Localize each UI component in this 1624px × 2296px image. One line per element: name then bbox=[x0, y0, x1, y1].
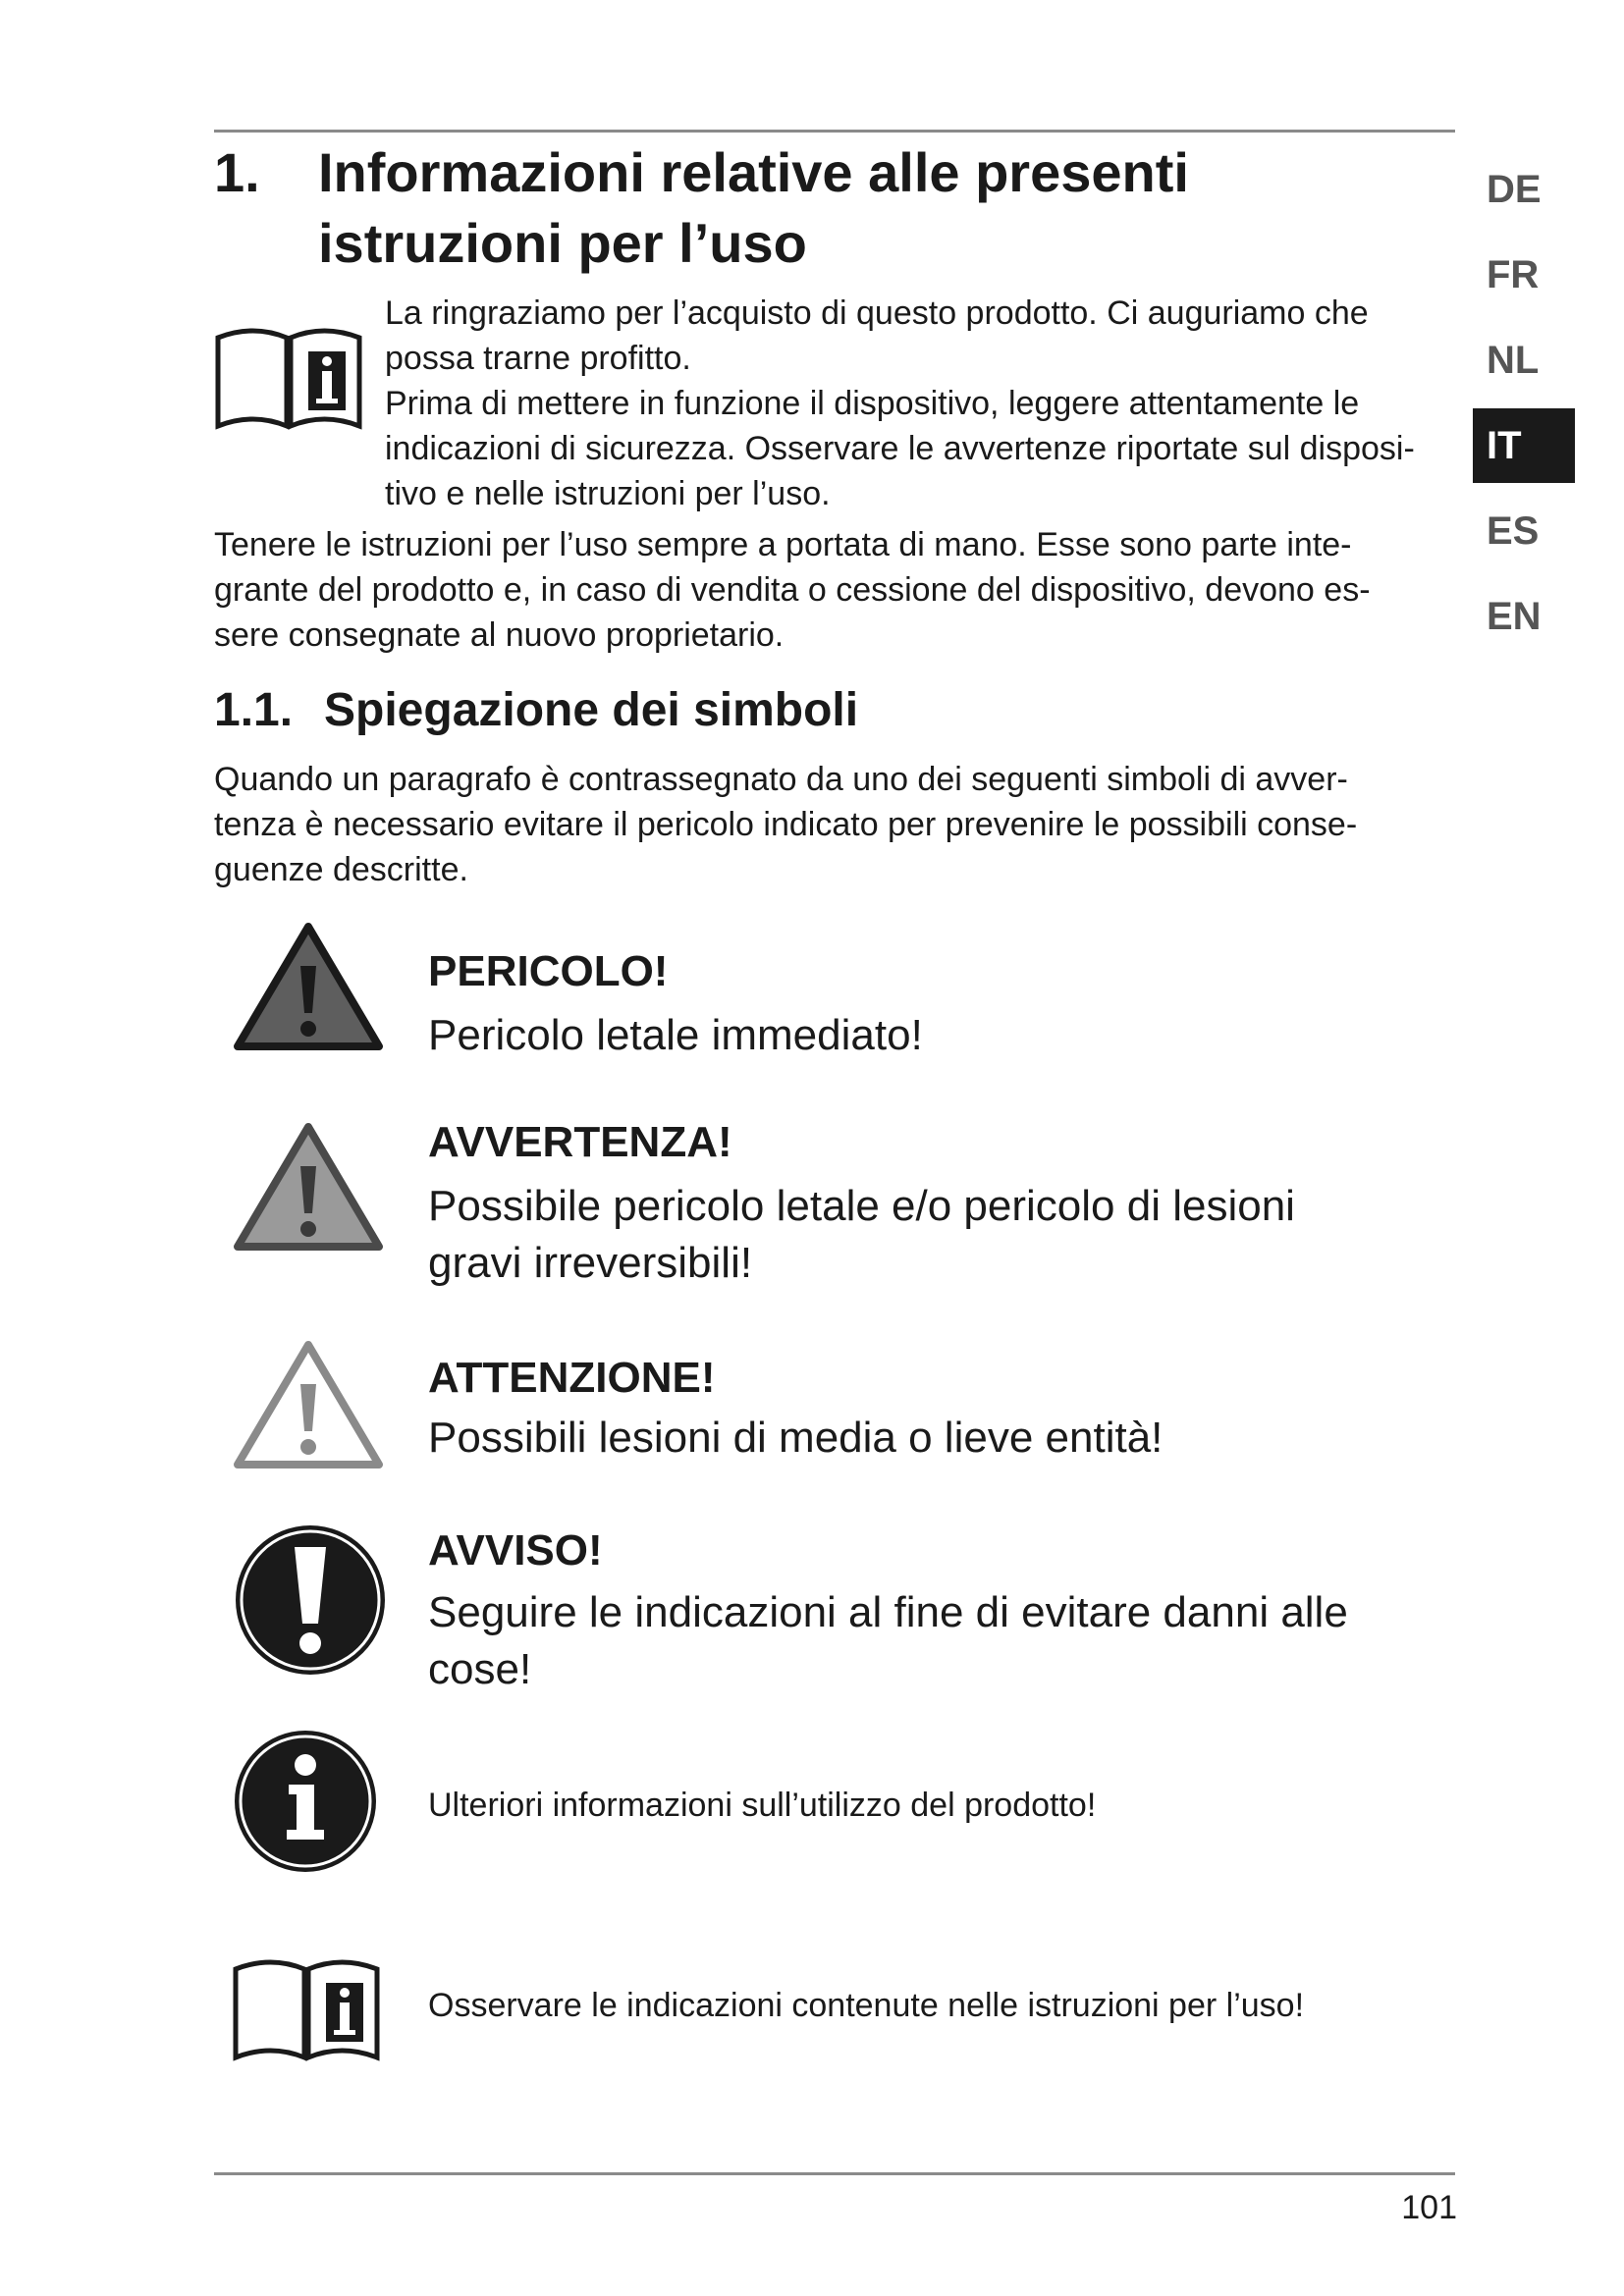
symbol-info bbox=[232, 1728, 1459, 1875]
page-number: 101 bbox=[1401, 2189, 1457, 2226]
symbols-intro-paragraph: Quando un paragrafo è contrassegnato da uno dei seguenti simboli di avver- tenza è necessario evitare il pericolo indicato per prevenire le possibili conse- guenze descritte. bbox=[214, 761, 1358, 888]
lang-tab-es[interactable]: ES bbox=[1487, 508, 1540, 553]
lang-tab-de[interactable]: DE bbox=[1487, 167, 1542, 211]
manual-description: Osservare le indicazioni contenute nelle istruzioni per l’uso! bbox=[428, 1987, 1305, 2024]
subsection-number: 1.1. bbox=[214, 684, 294, 736]
lang-tab-fr[interactable]: FR bbox=[1487, 252, 1540, 296]
manual-info-icon bbox=[232, 1953, 381, 2065]
lang-tab-nl[interactable]: NL bbox=[1487, 338, 1540, 382]
symbol-manual bbox=[232, 1953, 1459, 2071]
notice-description: Seguire le indicazioni al fine di evitare danni alle cose! bbox=[428, 1588, 1348, 1693]
info-circle-icon bbox=[232, 1728, 379, 1875]
caution-label: ATTENZIONE! bbox=[428, 1354, 716, 1402]
exclamation-circle-icon bbox=[232, 1522, 389, 1679]
manual-info-icon bbox=[214, 322, 363, 434]
warning-description: Possibile pericolo letale e/o pericolo di lesioni gravi irreversibili! bbox=[428, 1182, 1295, 1287]
warning-triangle-dark-icon bbox=[232, 921, 385, 1054]
danger-description: Pericolo letale immediato! bbox=[428, 1011, 923, 1059]
section-title: Informazioni relative alle presenti istruzioni per l’uso bbox=[318, 141, 1189, 274]
warning-triangle-medium-icon bbox=[232, 1121, 385, 1255]
warning-label: AVVERTENZA! bbox=[428, 1118, 732, 1166]
symbol-caution bbox=[232, 1339, 1459, 1476]
section-heading bbox=[214, 137, 1422, 279]
symbol-danger bbox=[232, 921, 1459, 1068]
warning-triangle-light-icon bbox=[232, 1339, 385, 1472]
danger-label: PERICOLO! bbox=[428, 947, 669, 995]
info-description: Ulteriori informazioni sull’utilizzo del prodotto! bbox=[428, 1787, 1097, 1824]
symbol-notice bbox=[232, 1522, 1459, 1698]
keep-manual-paragraph: Tenere le istruzioni per l’uso sempre a portata di mano. Esse sono parte inte- grante del prodotto e, in caso di vendita o cessione del dispositivo, devono es- sere consegnate al nuovo proprietario. bbox=[214, 526, 1371, 654]
bottom-rule bbox=[214, 2172, 1455, 2175]
caution-description: Possibili lesioni di media o lieve entità! bbox=[428, 1414, 1164, 1462]
top-rule bbox=[214, 130, 1455, 133]
subsection-heading bbox=[214, 679, 1422, 742]
section-number: 1. bbox=[214, 141, 260, 203]
subsection-title: Spiegazione dei simboli bbox=[324, 684, 859, 736]
symbol-warning bbox=[232, 1118, 1459, 1298]
intro-paragraph: La ringraziamo per l’acquisto di questo prodotto. Ci auguriamo che possa trarne profitto. Prima di mettere in funzione il dispositivo, leggere attentamente le indicazioni di sicurezza. Osservare le avvertenze riportate sul disposi- tivo e nelle istruzioni per l’uso. bbox=[385, 294, 1415, 512]
lang-tab-en[interactable]: EN bbox=[1487, 594, 1542, 638]
lang-tab-it[interactable]: IT bbox=[1473, 408, 1575, 483]
language-tabs bbox=[1473, 152, 1575, 665]
notice-label: AVVISO! bbox=[428, 1526, 603, 1575]
